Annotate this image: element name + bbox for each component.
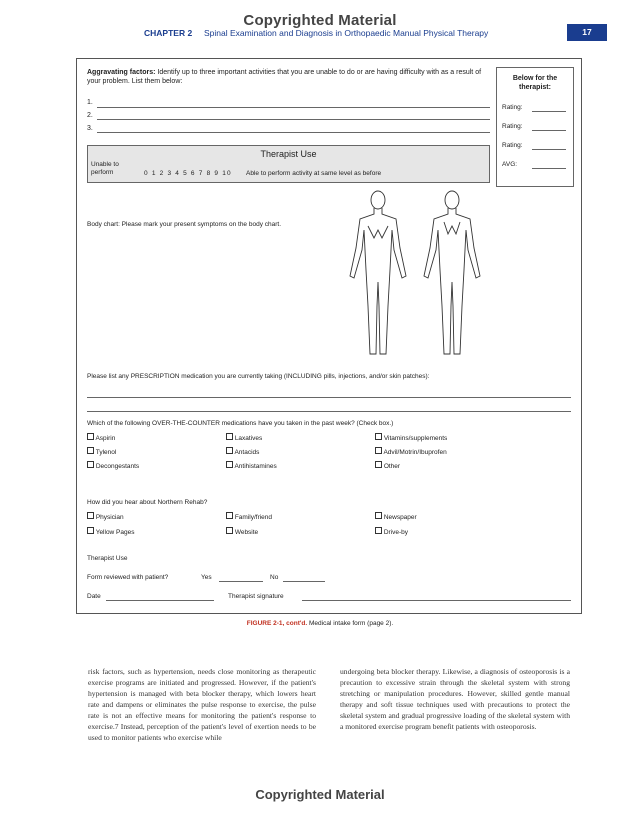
option-label: Aspirin: [95, 435, 116, 442]
figure-caption-text: Medical intake form (page 2).: [309, 620, 394, 627]
checkbox[interactable]: [375, 527, 382, 534]
option-label: Drive-by: [383, 529, 409, 536]
otc-option-tylenol[interactable]: [87, 447, 116, 457]
checkbox[interactable]: [87, 433, 94, 440]
rating-line-3[interactable]: [532, 149, 566, 150]
otc-option-other[interactable]: [375, 461, 400, 471]
option-label: Vitamins/supplements: [383, 435, 448, 442]
rating-line-2[interactable]: [532, 130, 566, 131]
option-label: Newspaper: [383, 514, 417, 521]
otc-option-antihistamines[interactable]: [226, 461, 277, 471]
activity-line-1[interactable]: [97, 107, 490, 108]
activity-number-3: 3.: [87, 125, 93, 132]
activity-number-1: 1.: [87, 99, 93, 106]
rating-line-1[interactable]: [532, 111, 566, 112]
referral-option-physician[interactable]: [87, 512, 124, 522]
no-line[interactable]: [283, 581, 325, 582]
avg-label: AVG:: [502, 161, 518, 168]
figure-caption: [0, 620, 640, 627]
avg-line[interactable]: [532, 168, 566, 169]
option-label: Tylenol: [95, 449, 117, 456]
option-label: Website: [234, 529, 259, 536]
date-line[interactable]: [106, 600, 214, 601]
running-title: Spinal Examination and Diagnosis in Orthopaedic Manual Physical Therapy: [204, 28, 489, 38]
rating-label-3: Rating:: [502, 142, 523, 149]
otc-option-antacids[interactable]: [226, 447, 259, 457]
otc-question: Which of the following OVER-THE-COUNTER medications have you taken in the past week? (Check box.): [87, 420, 394, 427]
signature-label: Therapist signature: [228, 593, 284, 600]
therapist-use-title: Therapist Use: [260, 149, 317, 159]
yes-label: Yes: [201, 574, 212, 581]
no-label: No: [270, 574, 279, 581]
checkbox[interactable]: [226, 433, 233, 440]
activity-line-3[interactable]: [97, 132, 490, 133]
rating-label-2: Rating:: [502, 123, 523, 130]
checkbox[interactable]: [226, 461, 233, 468]
activity-number-2: 2.: [87, 112, 93, 119]
aggravating-text: Identify up to three important activities that you are unable to do or are having difficulty with as a result of your problem. List them below:: [87, 69, 482, 85]
date-label: Date: [87, 593, 101, 600]
chapter-label: CHAPTER 2: [144, 28, 193, 38]
otc-option-aspirin[interactable]: [87, 433, 115, 443]
watermark-top: Copyrighted Material: [243, 12, 397, 29]
activity-line-2[interactable]: [97, 119, 490, 120]
option-label: Antihistamines: [234, 463, 277, 470]
body-text-column-1: risk factors, such as hypertension, needs close monitoring as therapeutic exercise programs are initiated and progressed. However, if the patient's hypertension is managed with beta blocker therapy, which lowers heart rate and dampens or eliminates the pulse response to exercise, the pulse rate is not an effective means for monitoring the patient's response to exercise.7 Instead, perception of the patient's level of exertion needs to be used to monitor patients who exercise while: [88, 667, 316, 742]
checkbox[interactable]: [87, 512, 94, 519]
option-label: Family/friend: [234, 514, 273, 521]
body-text-column-2: undergoing beta blocker therapy. Likewise, a diagnosis of osteoporosis is a precaution to excessive strain through the skeletal system with strong stretching or manipulation procedures. However, skilled gentle manual therapy and soft tissue techniques used with precautions to protect the skeletal system and gradual progressive loading of the skeletal system with a monitored exercise program benefit patients with osteoporosis.: [340, 667, 570, 731]
watermark-bottom: Copyrighted Material: [255, 787, 385, 802]
prescription-line-1[interactable]: [87, 397, 571, 398]
scale-right-label: Able to perform activity at same level as before: [246, 170, 382, 177]
referral-option-family[interactable]: [226, 512, 272, 522]
checkbox[interactable]: [375, 512, 382, 519]
option-label: Decongestants: [95, 463, 140, 470]
referral-option-website[interactable]: [226, 527, 258, 537]
therapist-box-title: Below for the therapist:: [512, 75, 558, 91]
checkbox[interactable]: [375, 461, 382, 468]
aggravating-label: Aggravating factors:: [87, 69, 156, 76]
option-label: Other: [383, 463, 401, 470]
scale-left-label: Unable to perform: [91, 161, 119, 176]
rating-label-1: Rating:: [502, 104, 523, 111]
checkbox[interactable]: [87, 447, 94, 454]
checkbox[interactable]: [87, 527, 94, 534]
signature-line[interactable]: [302, 600, 571, 601]
otc-option-vitamins[interactable]: [375, 433, 447, 443]
referral-option-drive-by[interactable]: [375, 527, 408, 537]
referral-option-newspaper[interactable]: [375, 512, 417, 522]
yes-line[interactable]: [219, 581, 263, 582]
body-back-figure: [424, 191, 480, 354]
prescription-line-2[interactable]: [87, 411, 571, 412]
referral-option-yellow-pages[interactable]: [87, 527, 135, 537]
body-chart-instructions: Body chart: Please mark your present symptoms on the body chart.: [87, 221, 282, 228]
scale-numbers[interactable]: 0 1 2 3 4 5 6 7 8 9 10: [144, 170, 232, 177]
referral-question: How did you hear about Northern Rehab?: [87, 499, 208, 506]
option-label: Advil/Motrin/Ibuprofen: [383, 449, 447, 456]
checkbox[interactable]: [87, 461, 94, 468]
therapist-use-footer-title: Therapist Use: [87, 555, 128, 562]
prescription-instructions: Please list any PRESCRIPTION medication you are currently taking (INCLUDING pills, injections, and/or skin patches):: [87, 373, 430, 380]
form-reviewed-label: Form reviewed with patient?: [87, 574, 169, 581]
option-label: Antacids: [234, 449, 260, 456]
body-chart-figures[interactable]: [336, 186, 496, 362]
aggravating-instructions: [87, 68, 487, 86]
option-label: Yellow Pages: [95, 529, 135, 536]
otc-option-laxatives[interactable]: [226, 433, 262, 443]
otc-option-decongestants[interactable]: [87, 461, 139, 471]
figure-label: FIGURE 2-1, cont'd.: [246, 620, 308, 627]
checkbox[interactable]: [226, 447, 233, 454]
page-number: 17: [567, 24, 607, 41]
option-label: Physician: [95, 514, 124, 521]
option-label: Laxatives: [234, 435, 263, 442]
checkbox[interactable]: [375, 447, 382, 454]
checkbox[interactable]: [226, 512, 233, 519]
checkbox[interactable]: [375, 433, 382, 440]
body-front-figure: [350, 191, 406, 354]
checkbox[interactable]: [226, 527, 233, 534]
otc-option-advil[interactable]: [375, 447, 447, 457]
